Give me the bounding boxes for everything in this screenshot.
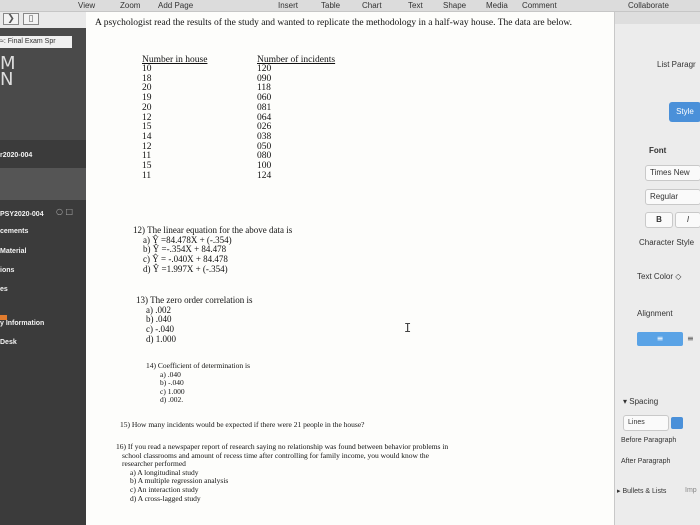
question-stem-line: researcher performed bbox=[122, 459, 186, 469]
question-13 bbox=[136, 296, 253, 345]
option-b: b) -.040 bbox=[160, 378, 184, 388]
line-spacing-stepper[interactable] bbox=[671, 417, 683, 429]
table-cell: 15 bbox=[142, 161, 152, 172]
text-color-label[interactable]: Text Color ◇ bbox=[637, 272, 682, 281]
sidebar-item-grades[interactable]: es bbox=[0, 286, 8, 293]
table-cell: 20 bbox=[142, 102, 152, 113]
sidebar-header bbox=[0, 28, 86, 140]
import-label[interactable]: Imp bbox=[685, 487, 697, 494]
option-c: c) An interaction study bbox=[130, 484, 199, 494]
table-cell: 060 bbox=[257, 93, 272, 104]
option-a: a) A longitudinal study bbox=[130, 467, 199, 477]
sidebar-toggle-icon[interactable]: ▯ bbox=[23, 13, 39, 25]
option-a: a) .002 bbox=[146, 304, 171, 315]
after-paragraph-label: After Paragraph bbox=[621, 458, 671, 465]
chevron-right-icon[interactable]: ❯ bbox=[3, 13, 19, 25]
question-stem: 15) How many incidents would be expected if there were 21 people in the house? bbox=[120, 420, 365, 429]
document-page[interactable] bbox=[86, 12, 614, 525]
sidebar-tab-final-exam[interactable]: ≈: Final Exam Spr bbox=[0, 36, 72, 48]
option-d: d) .002. bbox=[160, 395, 184, 405]
text-cursor-icon: I bbox=[404, 321, 412, 335]
format-inspector bbox=[614, 12, 700, 525]
toolbar-insert[interactable]: Insert bbox=[278, 1, 299, 10]
option-b: b) Ŷ =-.354X + 84.478 bbox=[143, 244, 227, 255]
toolbar-add-page[interactable]: Add Page bbox=[158, 1, 194, 10]
table-cell: 18 bbox=[142, 73, 152, 84]
sidebar-item-announcements[interactable]: cements bbox=[0, 228, 29, 235]
table-cell: 090 bbox=[257, 73, 272, 84]
toolbar-comment[interactable]: Comment bbox=[522, 1, 557, 10]
table-cell: 081 bbox=[257, 102, 272, 113]
toolbar-chart[interactable]: Chart bbox=[362, 1, 382, 10]
table-cell: 20 bbox=[142, 83, 152, 94]
style-button[interactable]: Style bbox=[669, 102, 700, 122]
table-cell: 050 bbox=[257, 141, 272, 152]
align-center-icon[interactable]: ≡ bbox=[637, 332, 683, 346]
font-section-title: Font bbox=[649, 146, 667, 155]
table-column-values bbox=[142, 65, 207, 181]
option-b: b) A multiple regression analysis bbox=[130, 476, 229, 486]
table-cell: 080 bbox=[257, 151, 272, 162]
toolbar-text[interactable]: Text bbox=[408, 1, 423, 10]
table-cell: 10 bbox=[142, 64, 152, 74]
option-a: a) .040 bbox=[160, 369, 181, 379]
sidebar-icons[interactable]: ○ □ bbox=[56, 207, 74, 216]
question-stem: 13) The zero order correlation is bbox=[136, 295, 253, 305]
toolbar-table[interactable]: Table bbox=[321, 1, 341, 10]
window-controls bbox=[3, 12, 41, 27]
table-column-values bbox=[257, 65, 335, 181]
table-cell: 11 bbox=[142, 170, 152, 181]
table-cell: 026 bbox=[257, 122, 272, 133]
table-cell: 120 bbox=[257, 64, 272, 74]
bullets-lists-label[interactable]: ▸ Bullets & Lists bbox=[617, 488, 667, 495]
font-family-select[interactable]: Times New bbox=[645, 165, 700, 181]
bold-button[interactable]: B bbox=[645, 212, 673, 228]
spacing-label[interactable]: ▾ Spacing bbox=[623, 397, 659, 406]
alignment-label: Alignment bbox=[637, 309, 673, 318]
question-14 bbox=[146, 362, 250, 405]
toolbar-shape[interactable]: Shape bbox=[443, 1, 467, 10]
intro-paragraph: A psychologist read the results of the study and wanted to replicate the methodology in a half-way house. The data are below. bbox=[95, 18, 572, 28]
paragraph-style-name[interactable]: List Paragr bbox=[657, 60, 696, 69]
table-cell: 12 bbox=[142, 112, 152, 123]
top-toolbar bbox=[0, 0, 700, 12]
question-stem: 14) Coefficient of determination is bbox=[146, 361, 251, 370]
sidebar-item-material[interactable]: Material bbox=[0, 248, 27, 255]
option-d: d) Ŷ =1.997X + (-.354) bbox=[143, 263, 228, 274]
table-cell: 038 bbox=[257, 131, 272, 142]
option-c: c) -.040 bbox=[146, 324, 174, 335]
question-16 bbox=[116, 443, 448, 503]
sidebar-item-help-desk[interactable]: Desk bbox=[0, 339, 17, 346]
table-cell: 064 bbox=[257, 112, 272, 123]
option-b: b) .040 bbox=[146, 314, 172, 325]
question-12 bbox=[133, 226, 292, 275]
table-cell: 12 bbox=[142, 141, 152, 152]
course-logo: M N bbox=[0, 53, 16, 90]
option-a: a) Ŷ =84.478X + (-.354) bbox=[143, 234, 232, 245]
col-number-in-house bbox=[142, 55, 207, 181]
toolbar-zoom[interactable]: Zoom bbox=[120, 1, 141, 10]
table-cell: 100 bbox=[257, 161, 272, 172]
option-d: d) 1.000 bbox=[146, 333, 176, 344]
table-header: Number of incidents bbox=[257, 55, 336, 65]
line-spacing-select[interactable]: Lines bbox=[623, 415, 669, 431]
toolbar-view[interactable]: View bbox=[78, 1, 96, 10]
alignment-controls bbox=[637, 332, 700, 346]
table-cell: 19 bbox=[142, 93, 152, 104]
toolbar-media[interactable]: Media bbox=[486, 1, 508, 10]
col-number-of-incidents bbox=[257, 55, 335, 181]
table-cell: 14 bbox=[142, 131, 152, 142]
inspector-header bbox=[615, 12, 700, 24]
align-right-icon[interactable]: ≡ bbox=[687, 334, 694, 343]
question-stem: 12) The linear equation for the above data is bbox=[133, 225, 293, 235]
sidebar-item-course-code[interactable]: r2020-004 bbox=[0, 152, 33, 159]
question-stem-line: 16) If you read a newspaper report of research saying no relationship was found between behavior problems in bbox=[116, 442, 449, 451]
option-c: c) 1.000 bbox=[160, 386, 185, 396]
left-sidebar bbox=[0, 28, 86, 525]
question-stem-line: school classrooms and amount of recess time after controlling for family income, you would know the bbox=[122, 450, 430, 460]
option-c: c) Ŷ = -.040X + 84.478 bbox=[143, 254, 228, 265]
table-header: Number in house bbox=[142, 55, 208, 65]
sidebar-selected-course[interactable] bbox=[0, 168, 86, 200]
italic-button[interactable]: I bbox=[675, 212, 700, 228]
question-15 bbox=[120, 421, 365, 430]
table-cell: 124 bbox=[257, 170, 272, 181]
sidebar-item-psy2020[interactable]: PSY2020-004 bbox=[0, 211, 44, 218]
sidebar-item-discussions[interactable]: ions bbox=[0, 267, 15, 274]
table-cell: 15 bbox=[142, 122, 152, 133]
table-cell: 118 bbox=[257, 83, 271, 94]
before-paragraph-label: Before Paragraph bbox=[621, 437, 677, 444]
toolbar-collaborate[interactable]: Collaborate bbox=[628, 1, 669, 10]
table-cell: 11 bbox=[142, 151, 152, 162]
option-d: d) A cross-lagged study bbox=[130, 493, 201, 503]
sidebar-item-information[interactable]: y Information bbox=[0, 320, 45, 327]
character-style-label[interactable]: Character Style bbox=[639, 238, 695, 247]
font-style-select[interactable]: Regular bbox=[645, 189, 700, 205]
